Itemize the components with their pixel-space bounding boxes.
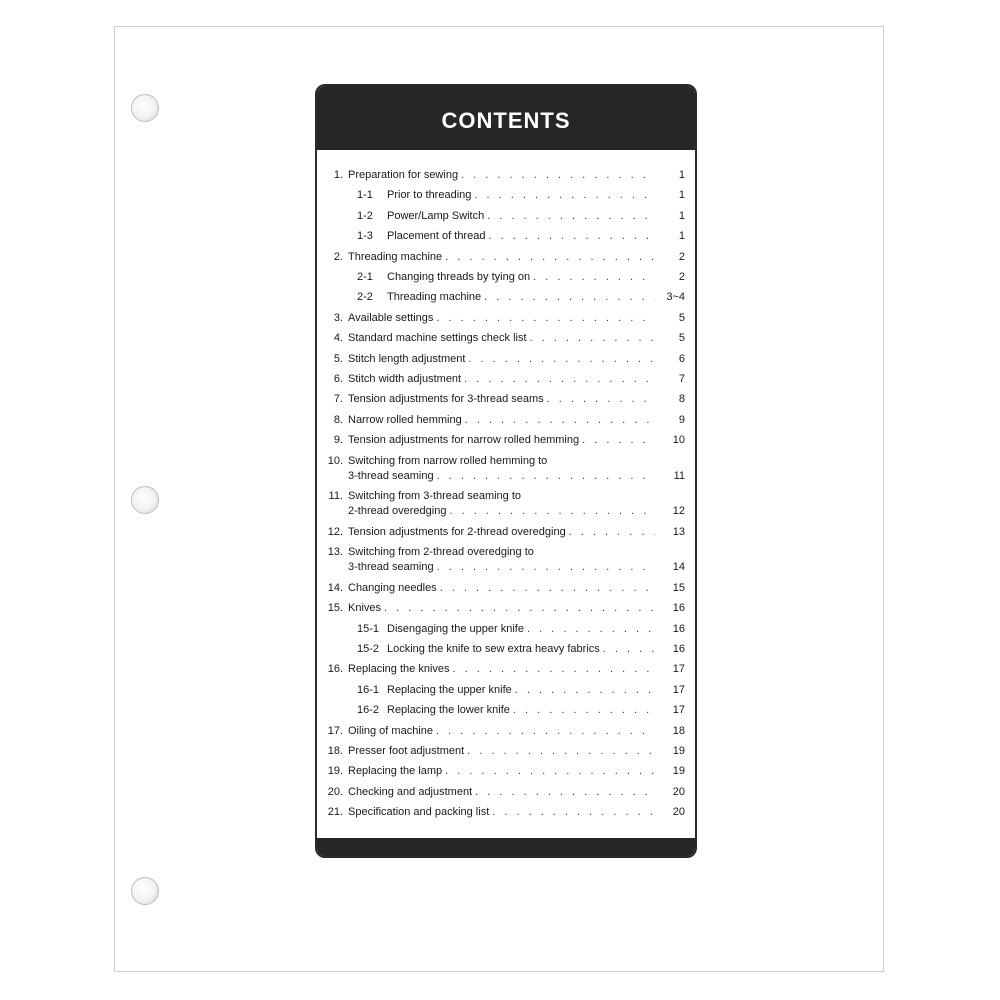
dot-leader bbox=[547, 392, 655, 407]
toc-entry-page: 1 bbox=[678, 189, 685, 202]
dot-leader bbox=[445, 764, 655, 779]
toc-entry-title: Replacing the lamp bbox=[348, 765, 443, 778]
dot-leader bbox=[436, 724, 655, 739]
toc-entry-number: 18. bbox=[327, 745, 343, 757]
toc-entry-first-line: Switching from narrow rolled hemming to bbox=[348, 454, 548, 467]
toc-entry-title: Disengaging the upper knife bbox=[387, 622, 524, 635]
toc-entry-page: 1 bbox=[678, 230, 685, 243]
toc-entry-number: 1. bbox=[333, 169, 343, 181]
toc-entry-page: 5 bbox=[678, 311, 685, 324]
toc-entry-number: 9. bbox=[333, 434, 343, 447]
toc-entry-number: 4. bbox=[333, 332, 343, 345]
toc-entry-number: 5. bbox=[333, 352, 343, 365]
toc-entry-title: Available settings bbox=[348, 311, 434, 324]
toc-entry-title: Knives bbox=[348, 602, 382, 615]
dot-leader bbox=[436, 311, 655, 326]
toc-entry-title: Tension adjustments for 2-thread overedging bbox=[348, 525, 566, 538]
toc-entry-page: 19 bbox=[672, 745, 685, 757]
toc-entry-number: 14. bbox=[327, 581, 343, 594]
toc-entry-title: Replacing the upper knife bbox=[387, 683, 512, 696]
toc-entry-page: 15 bbox=[672, 581, 685, 594]
toc-entry-number: 19. bbox=[327, 765, 343, 778]
toc-entry-page: 13 bbox=[672, 525, 685, 538]
toc-entry-number: 2-2 bbox=[357, 291, 373, 304]
toc-entry-number: 16. bbox=[327, 663, 343, 676]
toc-entry-title: 3-thread seaming bbox=[348, 561, 434, 574]
toc-entry-title: Presser foot adjustment bbox=[348, 745, 465, 757]
toc-entry-page: 17 bbox=[672, 683, 685, 696]
toc-entry-page: 12 bbox=[672, 505, 685, 518]
dot-leader bbox=[468, 352, 655, 367]
toc-entry-number: 7. bbox=[333, 393, 343, 406]
toc-entry-page: 7 bbox=[678, 373, 685, 385]
toc-entry-title: Replacing the knives bbox=[348, 663, 450, 676]
toc-entry-page: 8 bbox=[678, 393, 685, 406]
toc-entry-title: Oiling of machine bbox=[348, 724, 433, 737]
punch-hole-middle bbox=[131, 486, 159, 514]
toc-entry-first-line: Switching from 2-thread overedging to bbox=[348, 546, 534, 559]
toc-entry-title: 3-thread seaming bbox=[348, 469, 434, 482]
toc-entry-page: 16 bbox=[672, 643, 685, 655]
toc-entry-page: 6 bbox=[678, 352, 685, 365]
contents-header bbox=[317, 86, 695, 150]
toc-entry-page: 11 bbox=[673, 469, 685, 482]
dot-leader bbox=[475, 785, 655, 800]
toc-entry-title: 2-thread overedging bbox=[348, 505, 447, 518]
dot-leader bbox=[582, 433, 655, 448]
dot-leader bbox=[533, 270, 655, 285]
toc-entry-number: 6. bbox=[333, 373, 343, 385]
toc-entry-title: Specification and packing list bbox=[348, 806, 490, 819]
dot-leader bbox=[384, 601, 655, 616]
toc-entry-page: 5 bbox=[678, 332, 685, 345]
toc-entry-number: 11. bbox=[328, 490, 343, 503]
toc-entry-title: Changing threads by tying on bbox=[387, 271, 531, 283]
toc-entry-page: 10 bbox=[672, 434, 685, 447]
toc-entry-page: 16 bbox=[672, 622, 685, 635]
toc-entry-page: 17 bbox=[672, 663, 685, 676]
punch-hole-bottom bbox=[131, 877, 159, 905]
toc-entry-title: Changing needles bbox=[348, 581, 437, 594]
toc-entry-number: 2-1 bbox=[357, 271, 373, 283]
toc-entry-title: Stitch width adjustment bbox=[348, 373, 462, 385]
toc-entry-title: Locking the knife to sew extra heavy fabrics bbox=[387, 643, 600, 655]
toc-entry-number: 12. bbox=[327, 525, 343, 538]
contents-footer-band bbox=[317, 838, 695, 856]
toc-entry-number: 16-1 bbox=[357, 683, 380, 696]
toc-entry-number: 16-2 bbox=[357, 704, 380, 717]
toc-entry-title: Standard machine settings check list bbox=[348, 332, 527, 345]
toc-entry-title: Narrow rolled hemming bbox=[348, 413, 462, 426]
toc-entry-number: 13. bbox=[327, 546, 343, 559]
contents-title: CONTENTS bbox=[441, 108, 571, 133]
toc-entry-number: 8. bbox=[333, 413, 343, 426]
dot-leader bbox=[530, 331, 655, 346]
dot-leader bbox=[488, 229, 655, 244]
dot-leader bbox=[474, 188, 655, 203]
toc-entry-title: Preparation for sewing bbox=[348, 169, 459, 181]
toc-entry-number: 1-1 bbox=[357, 189, 373, 202]
toc-entry-page: 1 bbox=[678, 169, 685, 181]
toc-entry-page: 1 bbox=[678, 209, 685, 222]
dot-leader bbox=[569, 525, 655, 540]
toc-entry-number: 2. bbox=[333, 250, 343, 263]
contents-card bbox=[315, 84, 697, 858]
toc-entry-title: Replacing the lower knife bbox=[387, 704, 510, 717]
toc-entry-title: Power/Lamp Switch bbox=[387, 209, 485, 222]
dot-leader bbox=[484, 290, 655, 305]
dot-leader bbox=[461, 168, 655, 183]
toc-entry-page: 18 bbox=[672, 724, 685, 737]
toc-entry-title: Threading machine bbox=[387, 291, 482, 304]
dot-leader bbox=[465, 413, 655, 428]
dot-leader bbox=[603, 642, 655, 657]
toc-entry-page: 9 bbox=[678, 413, 685, 426]
toc-entry-page: 2 bbox=[678, 250, 685, 263]
dot-leader bbox=[437, 560, 655, 575]
dot-leader bbox=[515, 683, 655, 698]
dot-leader bbox=[513, 703, 655, 718]
dot-leader bbox=[464, 372, 655, 387]
toc-entry-page: 20 bbox=[672, 785, 685, 798]
toc-entry-page: 20 bbox=[672, 806, 685, 819]
toc-entry-title: Threading machine bbox=[348, 250, 443, 263]
toc-entry-number: 15-1 bbox=[357, 622, 380, 635]
toc-entry-number: 1-2 bbox=[357, 209, 373, 222]
toc-entry-page: 17 bbox=[672, 704, 685, 717]
toc-entry-number: 15-2 bbox=[357, 643, 380, 655]
dot-leader bbox=[453, 662, 655, 677]
toc-entry-page: 19 bbox=[672, 765, 685, 778]
toc-entry-number: 1-3 bbox=[357, 230, 373, 243]
dot-leader bbox=[449, 504, 655, 519]
toc-entry-page: 3~4 bbox=[666, 291, 685, 304]
toc-entry-page: 2 bbox=[678, 271, 685, 283]
toc-entry-number: 21. bbox=[327, 806, 343, 819]
toc-entry-title: Prior to threading bbox=[387, 189, 472, 202]
dot-leader bbox=[492, 805, 655, 820]
toc-entry-number: 20. bbox=[327, 785, 343, 798]
toc-entry-title: Placement of thread bbox=[387, 230, 486, 243]
dot-leader bbox=[487, 209, 655, 224]
toc-entry-number: 3. bbox=[333, 311, 343, 324]
toc-entry-page: 14 bbox=[672, 561, 685, 574]
dot-leader bbox=[467, 744, 655, 759]
punch-hole-top bbox=[131, 94, 159, 122]
dot-leader bbox=[527, 622, 655, 637]
toc-entry-title: Checking and adjustment bbox=[348, 785, 473, 798]
toc-entry-title: Stitch length adjustment bbox=[348, 352, 466, 365]
toc-entry-title: Tension adjustments for 3-thread seams bbox=[348, 393, 544, 406]
toc-entry-page: 16 bbox=[672, 602, 685, 615]
dot-leader bbox=[445, 250, 655, 265]
toc-entry-first-line: Switching from 3-thread seaming to bbox=[348, 490, 522, 503]
dot-leader bbox=[437, 469, 655, 484]
toc-entry-number: 10. bbox=[327, 454, 343, 467]
toc-entry-number: 15. bbox=[327, 602, 343, 615]
toc-entry-title: Tension adjustments for narrow rolled hemming bbox=[348, 434, 580, 447]
toc-entry-number: 17. bbox=[327, 724, 343, 737]
dot-leader bbox=[440, 581, 655, 596]
